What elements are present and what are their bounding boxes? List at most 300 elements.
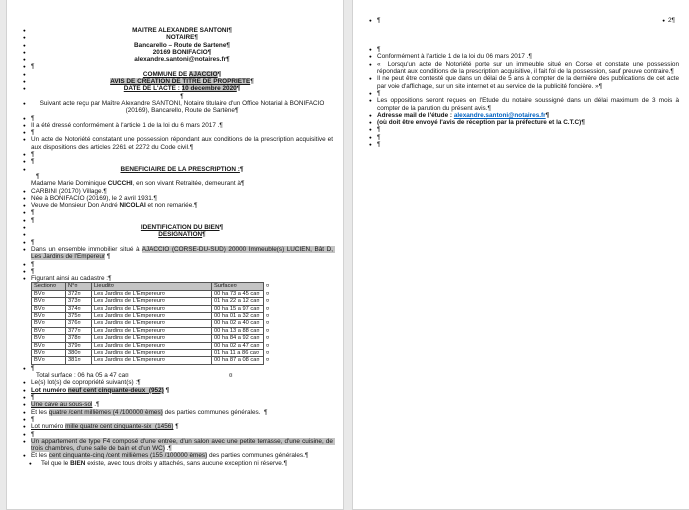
paragraph-text xyxy=(31,209,333,216)
table-cell: 00 ha 01 a 32 ca¤ xyxy=(212,313,264,320)
bullet-marker: ● xyxy=(23,49,26,55)
paragraph-text xyxy=(31,409,333,416)
table-row xyxy=(32,290,272,297)
table-row xyxy=(32,335,272,342)
bullet-marker: ● xyxy=(23,453,26,459)
bullet-marker: ● xyxy=(23,137,26,143)
text-segment: ¶ xyxy=(31,114,35,122)
row-end-mark: ¤ xyxy=(266,283,270,290)
bullet-marker: ● xyxy=(23,424,26,430)
paragraph-line xyxy=(15,151,333,158)
bullet-marker: ● xyxy=(23,203,26,209)
text-segment: DESIGNATION xyxy=(158,231,203,239)
paragraph-line xyxy=(15,416,333,423)
paragraph-text xyxy=(377,141,679,148)
bullet-marker: ● xyxy=(662,18,665,23)
text-segment: des parties communes générales. ¶ xyxy=(162,408,268,416)
paragraph-text xyxy=(31,379,333,386)
paragraph-line xyxy=(15,188,333,195)
row-end-mark: ¤ xyxy=(266,305,270,312)
paragraph-text xyxy=(31,416,333,423)
bullet-marker: ● xyxy=(369,47,372,53)
text-segment: Veuve de Monsieur Don André xyxy=(31,202,120,210)
bullet-marker: ● xyxy=(23,416,26,422)
table-cell: 01 ha 22 a 12 ca¤ xyxy=(212,298,264,305)
paragraph-line xyxy=(361,141,679,148)
paragraph-text xyxy=(31,129,333,136)
paragraph-line xyxy=(361,112,679,119)
paragraph-line xyxy=(15,27,333,34)
text-segment: NICOLAI xyxy=(119,202,146,210)
table-row xyxy=(32,342,272,349)
text-segment: ¶ xyxy=(377,17,381,24)
text-segment: AJACCIO xyxy=(188,70,218,78)
paragraph-text xyxy=(377,112,679,119)
table-cell: 373¤ xyxy=(66,298,92,305)
paragraph-text xyxy=(31,34,333,41)
text-segment: (où doit être envoyé l'avis de réception par la préfecture et la C.T.C) xyxy=(377,119,582,127)
table-row xyxy=(32,298,272,305)
bullet-marker: ● xyxy=(369,127,372,133)
paragraph-text xyxy=(377,46,679,53)
paragraph-line xyxy=(15,379,333,386)
paragraph-text xyxy=(41,460,333,467)
table-cell: 374¤ xyxy=(66,305,92,312)
paragraph-text xyxy=(377,90,679,97)
table-header-cell: N°¤ xyxy=(66,283,92,290)
bullet-marker: ● xyxy=(369,120,372,126)
paragraph-line xyxy=(15,42,333,49)
text-segment: ¶ xyxy=(163,386,170,394)
paragraph-text xyxy=(31,268,333,275)
paragraph-text xyxy=(377,53,679,60)
paragraph-line xyxy=(15,438,333,453)
bullet-marker: ● xyxy=(23,188,26,194)
table-row xyxy=(32,320,272,327)
page-number: 2¶ xyxy=(668,17,675,24)
bullet-marker: ● xyxy=(23,246,26,252)
table-cell: BV¤ xyxy=(32,357,66,364)
text-segment: NOTAIRE¶ xyxy=(166,34,198,42)
bullet-marker: ● xyxy=(369,90,372,96)
table-cell: 380¤ xyxy=(66,350,92,357)
paragraph-text xyxy=(31,42,333,49)
paragraph-line xyxy=(15,49,333,56)
row-end-mark: ¤ xyxy=(266,298,270,305)
bullet-marker: ● xyxy=(23,115,26,121)
paragraph-line xyxy=(361,75,679,90)
text-segment: BIEN xyxy=(70,459,86,467)
text-segment: ¶ xyxy=(31,209,35,217)
text-segment: COMMUNE DE xyxy=(142,70,189,78)
bullet-marker: ● xyxy=(23,195,26,201)
page-number-group xyxy=(662,17,679,24)
text-segment: Dans un ensemble immobilier situé à xyxy=(31,245,142,253)
text-segment: ¶ xyxy=(377,126,381,134)
table-cell: BV¤ xyxy=(32,313,66,320)
paragraph-line xyxy=(15,431,333,438)
table-cell: BV¤ xyxy=(32,350,66,357)
paragraph-text xyxy=(31,122,333,129)
table-header-cell: Section¤ xyxy=(32,283,66,290)
bullet-marker: ● xyxy=(23,365,26,371)
text-segment: ¶ xyxy=(31,394,35,402)
paragraph-line xyxy=(15,63,333,70)
bullet-marker: ● xyxy=(23,166,26,172)
table-header-cell: Lieudit¤ xyxy=(92,283,212,290)
bullet-marker: ● xyxy=(23,57,26,63)
text-segment: ¶ xyxy=(31,63,35,71)
paragraph-line xyxy=(15,372,333,379)
paragraph-text xyxy=(31,85,333,92)
text-segment: MAITRE ALEXANDRE SANTONI¶ xyxy=(132,27,232,34)
text-segment: ¶ xyxy=(31,216,35,224)
paragraph-line xyxy=(15,409,333,416)
cadastre-table-wrap xyxy=(15,282,333,364)
paragraph-line xyxy=(361,97,679,112)
table-cell: 372¤ xyxy=(66,290,92,297)
paragraph-line xyxy=(15,93,333,100)
bullet-marker: ● xyxy=(23,239,26,245)
text-segment: ¶ xyxy=(250,78,254,86)
paragraph-line xyxy=(15,202,333,209)
table-cell: Les Jardins de L'Empereur¤ xyxy=(92,320,212,327)
paragraph-text xyxy=(31,56,333,63)
paragraph-text xyxy=(31,224,333,231)
paragraph-text xyxy=(31,166,333,173)
text-segment: Le(s) lot(s) de copropriété suivant(s) :¶ xyxy=(31,379,141,387)
text-segment: Lot numéro xyxy=(31,423,66,431)
bullet-marker: ● xyxy=(23,210,26,216)
bullet-marker: ● xyxy=(23,159,26,165)
text-segment: Il ne peut être contesté que dans un délai de 5 ans à compter de la dernière des publications de cet acte par voie d'affichage, sur un site internet et au service de la publicité foncière. »¶ xyxy=(377,75,681,90)
text-segment: ¶ xyxy=(36,172,40,180)
paragraph-line xyxy=(15,460,333,467)
bullet-marker: ● xyxy=(23,225,26,231)
paragraph-line xyxy=(15,423,333,430)
paragraph-line xyxy=(15,78,333,85)
paragraph-text xyxy=(31,246,333,261)
paragraph-text xyxy=(377,17,662,24)
text-segment: Née à BONIFACIO (20169), le 2 avril 1931.¶ xyxy=(31,194,157,202)
table-cell: BV¤ xyxy=(32,327,66,334)
table-row xyxy=(32,305,272,312)
bullet-marker: ● xyxy=(23,35,26,41)
paragraph-line xyxy=(361,53,679,60)
text-segment: alexandre.santoni@notaires.fr¶ xyxy=(134,56,230,64)
paragraph-line xyxy=(361,90,679,97)
table-cell: Les Jardins de L'Empereur¤ xyxy=(92,313,212,320)
email-link[interactable]: alexandre.santoni@notaires.fr xyxy=(453,111,546,119)
paragraph-text xyxy=(31,195,333,202)
table-cell: 375¤ xyxy=(66,313,92,320)
paragraph-line xyxy=(15,452,333,459)
text-segment: Un acte de Notoriété constatant une possession répondant aux conditions de la prescription acquisitive et aux dispositions des articles 2261 et 2272 du Code civil.¶ xyxy=(31,136,335,151)
paragraph-line xyxy=(15,166,333,173)
text-segment: Madame Marie Dominique xyxy=(31,180,108,188)
table-row xyxy=(32,357,272,364)
paragraph-line xyxy=(15,173,333,180)
table-cell: Les Jardins de L'Empereur¤ xyxy=(92,298,212,305)
text-segment: existe, avec tous droits y attachés, sans aucune exception ni réserve.¶ xyxy=(85,459,288,467)
paragraph-line xyxy=(15,56,333,63)
text-segment: ¶ xyxy=(31,267,35,275)
bullet-marker: ● xyxy=(23,409,26,415)
paragraph-text xyxy=(31,71,333,78)
text-segment: ¶ xyxy=(377,46,381,54)
row-end-mark: ¤ xyxy=(266,357,270,364)
paragraph-text xyxy=(31,401,333,408)
table-row xyxy=(32,283,272,290)
text-segment: ¶ xyxy=(31,415,35,423)
bullet-marker: ● xyxy=(23,42,26,48)
bullet-marker: ● xyxy=(23,402,26,408)
row-end-mark: ¤ xyxy=(266,342,270,349)
text-segment: ¶ xyxy=(105,253,111,261)
text-segment: Et les xyxy=(31,408,49,416)
text-segment: et non remariée.¶ xyxy=(145,202,198,210)
paragraph-text xyxy=(31,115,333,122)
paragraph-text xyxy=(31,100,333,115)
bullet-marker: ● xyxy=(23,130,26,136)
table-cell: 376¤ xyxy=(66,320,92,327)
paragraph-line xyxy=(15,261,333,268)
bullet-marker: ● xyxy=(369,76,372,82)
table-row xyxy=(32,327,272,334)
bullet-marker: ● xyxy=(23,28,26,33)
bullet-marker: ● xyxy=(23,232,26,238)
table-cell: 379¤ xyxy=(66,342,92,349)
text-segment: Adresse mail de l'étude : xyxy=(377,111,454,119)
table-cell: 00 ha 84 a 92 ca¤ xyxy=(212,335,264,342)
text-segment: Il a été dressé conformément à l'article 1 de la loi du 6 mars 2017 .¶ xyxy=(31,121,223,129)
text-segment: AJACCIO (CORSE-DU-SUD) 20000 Immeuble(s) LUCIEN, Bât D, Les Jardins de l'Empereur xyxy=(31,245,335,261)
paragraph-text xyxy=(31,63,333,70)
paragraph-line xyxy=(15,158,333,165)
paragraph-line xyxy=(361,119,679,126)
paragraph-line xyxy=(15,231,333,238)
paragraph-text xyxy=(31,173,333,180)
page-2 xyxy=(352,0,689,510)
table-cell: BV¤ xyxy=(32,342,66,349)
bullet-marker: ● xyxy=(23,431,26,437)
text-segment: Les oppositions seront reçues en l'Etude du notaire soussigné dans un délai maximum de 3 mois à compter de la parution du présent avis.¶ xyxy=(377,97,681,112)
text-segment: Suivant acte reçu par Maître Alexandre SANTONI, Notaire titulaire d'un Office Notarial à BONIFACIO (20169), Bancarello, Route de Sartène¶ xyxy=(39,99,327,115)
text-segment: .¶ xyxy=(92,401,100,409)
text-segment: IDENTIFICATION DU BIEN xyxy=(140,224,220,232)
paragraph-line xyxy=(15,180,333,187)
paragraph-line xyxy=(361,17,679,24)
row-end-mark: ¤ xyxy=(266,290,270,297)
paragraph-line xyxy=(15,71,333,78)
table-cell: 00 ha 73 a 45 ca¤ xyxy=(212,290,264,297)
paragraph-line xyxy=(15,246,333,261)
paragraph-text xyxy=(31,387,333,394)
bullet-marker: ● xyxy=(23,71,26,77)
bullet-marker: ● xyxy=(369,61,372,67)
paragraph-text xyxy=(31,261,333,268)
text-segment: DATE DE L'ACTE : xyxy=(123,85,182,93)
bullet-marker: ● xyxy=(369,142,372,148)
text-segment: Total surface : 06 ha 05 a 47 ca¤ xyxy=(36,372,129,380)
bullet-marker: ● xyxy=(23,276,26,282)
text-segment: ¶ xyxy=(31,151,35,159)
paragraph-line xyxy=(361,61,679,76)
paragraph-text xyxy=(377,97,679,112)
text-segment: Une cave au sous-sol xyxy=(31,401,93,409)
paragraph-text xyxy=(31,239,333,246)
bullet-marker: ● xyxy=(23,79,26,85)
paragraph-line xyxy=(361,46,679,53)
bullet-marker: ● xyxy=(23,122,26,128)
table-cell: BV¤ xyxy=(32,298,66,305)
text-segment: ¶ xyxy=(173,423,179,431)
text-segment: cent cinquante-cinq /cent millièmes (155 /100000 èmes) xyxy=(48,452,208,460)
text-segment: ¶ xyxy=(217,70,222,78)
paragraph-text xyxy=(31,231,333,238)
cell-end-mark: ¤ xyxy=(229,372,233,380)
paragraph-line xyxy=(15,268,333,275)
text-segment: CARBINI (20170) Village.¶ xyxy=(31,187,107,195)
paragraph-line xyxy=(15,239,333,246)
paragraph-text xyxy=(31,188,333,195)
paragraph-line xyxy=(361,24,679,31)
paragraph-line xyxy=(15,394,333,401)
paragraph-text xyxy=(31,158,333,165)
bullet-marker: ● xyxy=(23,438,26,444)
paragraph-text xyxy=(31,202,333,209)
page-2-content xyxy=(353,0,689,148)
bullet-marker: ● xyxy=(369,134,372,140)
table-cell: BV¤ xyxy=(32,305,66,312)
text-segment: mille quatre cent cinquante-six (1456) xyxy=(65,423,174,431)
table-cell: BV¤ xyxy=(32,290,66,297)
page-1 xyxy=(6,0,344,510)
paragraph-line xyxy=(15,195,333,202)
paragraph-text xyxy=(31,217,333,224)
bullet-marker: ● xyxy=(369,54,372,60)
text-segment: ¶ xyxy=(219,224,224,232)
text-segment: Tel que le xyxy=(41,459,71,467)
table-cell: BV¤ xyxy=(32,320,66,327)
paragraph-line xyxy=(15,85,333,92)
paragraph-line xyxy=(15,100,333,115)
bullet-marker: ● xyxy=(369,18,372,23)
table-cell: 00 ha 87 a 08 ca¤ xyxy=(212,357,264,364)
table-cell: 378¤ xyxy=(66,335,92,342)
table-cell: 377¤ xyxy=(66,327,92,334)
table-row xyxy=(32,350,272,357)
paragraph-text xyxy=(377,75,679,90)
table-cell: 381¤ xyxy=(66,357,92,364)
table-cell: Les Jardins de L'Empereur¤ xyxy=(92,335,212,342)
text-segment: ¶ xyxy=(377,89,381,97)
text-segment: 10 decembre 2020 xyxy=(181,85,237,93)
text-segment: neuf cent cinquante-deux (952) xyxy=(67,386,164,394)
text-segment: Un appartement de type F4 composé d'une entrée, d'un salon avec une petite terrasse, d'une cuisine, de trois chambres, d'une salle de bain et d'un WC) xyxy=(31,437,335,453)
table-cell: Les Jardins de L'Empereur¤ xyxy=(92,342,212,349)
text-segment: ¶ xyxy=(236,85,241,93)
text-segment: ¶ xyxy=(31,129,35,137)
paragraph-line xyxy=(15,217,333,224)
paragraph-text xyxy=(31,372,129,379)
text-segment: Bancarello – Route de Sartene¶ xyxy=(134,41,230,49)
paragraph-line xyxy=(361,134,679,141)
paragraph-text xyxy=(377,119,679,126)
paragraph-line xyxy=(361,126,679,133)
text-segment: Figurant ainsi au cadastre :¶ xyxy=(31,275,112,283)
paragraph-text xyxy=(31,438,333,453)
bullet-marker: ● xyxy=(23,380,26,386)
table-cell: Les Jardins de L'Empereur¤ xyxy=(92,290,212,297)
row-end-mark: ¤ xyxy=(266,313,270,320)
paragraph-text xyxy=(31,49,333,56)
text-segment: ¶ xyxy=(31,364,35,372)
bullet-marker: ● xyxy=(369,112,372,118)
paragraph-line xyxy=(15,224,333,231)
table-cell: 00 ha 15 a 97 ca¤ xyxy=(212,305,264,312)
text-segment: quatre /cent millièmes (4 /100000 èmes) xyxy=(48,408,163,416)
text-segment: ¶ xyxy=(377,133,381,141)
text-segment: des parties communes générales.¶ xyxy=(207,452,309,460)
text-segment: Conformément à l'article 1 de la loi du 06 mars 2017 .¶ xyxy=(377,53,532,61)
paragraph-text xyxy=(31,151,333,158)
table-cell: Les Jardins de L'Empereur¤ xyxy=(92,327,212,334)
table-cell: BV¤ xyxy=(32,335,66,342)
paragraph-text xyxy=(31,275,333,282)
text-segment: ¶ xyxy=(31,158,35,166)
paragraph-text xyxy=(31,93,333,100)
bullet-marker: ● xyxy=(23,86,26,92)
bullet-marker: ● xyxy=(23,261,26,267)
bullet-marker: ● xyxy=(23,268,26,274)
text-segment: ¶ xyxy=(31,238,35,246)
table-cell: 00 ha 13 a 88 ca¤ xyxy=(212,327,264,334)
paragraph-text xyxy=(377,134,679,141)
text-segment: .¶ xyxy=(164,445,172,453)
text-segment: ¶ xyxy=(31,430,35,438)
bullet-marker: ● xyxy=(23,395,26,401)
paragraph-text xyxy=(31,452,333,459)
paragraph-line xyxy=(15,115,333,122)
row-end-mark: ¤ xyxy=(266,327,270,334)
paragraph-text xyxy=(377,126,679,133)
text-segment: Lot numéro xyxy=(31,386,68,394)
paragraph-line xyxy=(15,34,333,41)
table-cell: 00 ha 02 a 47 ca¤ xyxy=(212,342,264,349)
paragraph-line xyxy=(15,122,333,129)
table-header-cell: Surface¤ xyxy=(212,283,264,290)
paragraph-text xyxy=(31,365,333,372)
table-cell: Les Jardins de L'Empereur¤ xyxy=(92,357,212,364)
paragraph-line xyxy=(15,129,333,136)
paragraph-line xyxy=(15,275,333,282)
text-segment: ¶ xyxy=(239,165,244,173)
page-1-content xyxy=(7,0,343,467)
text-segment: Et les xyxy=(31,452,49,460)
text-segment: BENEFICIAIRE DE LA PRESCRIPTION : xyxy=(120,165,240,173)
paragraph-line xyxy=(15,387,333,394)
text-segment: ¶ xyxy=(377,141,381,149)
paragraph-text xyxy=(31,180,333,187)
paragraph-text xyxy=(31,431,333,438)
text-segment: ¶ xyxy=(180,92,184,100)
paragraph-line xyxy=(15,365,333,372)
paragraph-text xyxy=(31,423,333,430)
paragraph-line xyxy=(361,39,679,46)
row-end-mark: ¤ xyxy=(266,350,270,357)
paragraph-line xyxy=(361,32,679,39)
